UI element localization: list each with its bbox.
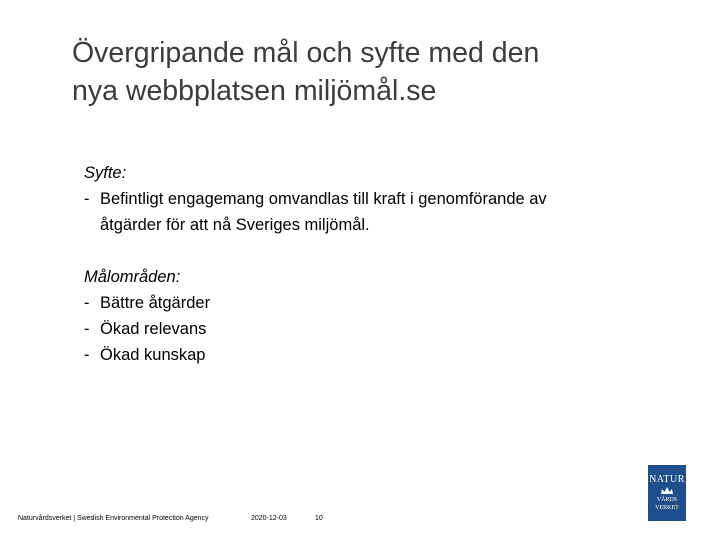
- purpose-item: [84, 186, 644, 212]
- goal-item: [84, 342, 644, 368]
- goal-item: [84, 290, 644, 316]
- goal-text: Ökad relevans: [100, 320, 207, 338]
- spacer: [84, 238, 644, 264]
- bullet-dash: -: [84, 346, 90, 364]
- goal-item: [84, 316, 644, 342]
- goal-text: Ökad kunskap: [100, 346, 206, 364]
- logo-line-1: NATUR: [649, 474, 685, 485]
- bullet-dash: -: [84, 294, 90, 312]
- slide-title: [72, 34, 672, 110]
- purpose-text-line-2: åtgärder för att nå Sveriges miljömål.: [100, 216, 370, 234]
- title-line-1: Övergripande mål och syfte med den: [72, 37, 540, 69]
- footer-date: 2020-12-03: [251, 515, 287, 522]
- crown-emblem-icon: [660, 486, 674, 495]
- goals-heading: Målområden:: [84, 268, 181, 286]
- logo-line-3: VERKET: [655, 505, 679, 511]
- bullet-dash: -: [84, 320, 90, 338]
- purpose-text-line-1: Befintligt engagemang omvandlas till kraft i genomförande av: [100, 190, 547, 208]
- goal-text: Bättre åtgärder: [100, 294, 211, 312]
- title-line-2: nya webbplatsen miljömål.se: [72, 75, 437, 107]
- purpose-heading: Syfte:: [84, 164, 127, 182]
- footer-page-number: 10: [315, 515, 323, 522]
- slide-body: [84, 160, 644, 368]
- logo-line-2: VÅRDS: [656, 497, 678, 503]
- footer-organization: Naturvårdsverket | Swedish Environmental Protection Agency: [18, 515, 209, 522]
- bullet-dash: -: [84, 190, 90, 208]
- naturvardsverket-logo: [648, 465, 686, 521]
